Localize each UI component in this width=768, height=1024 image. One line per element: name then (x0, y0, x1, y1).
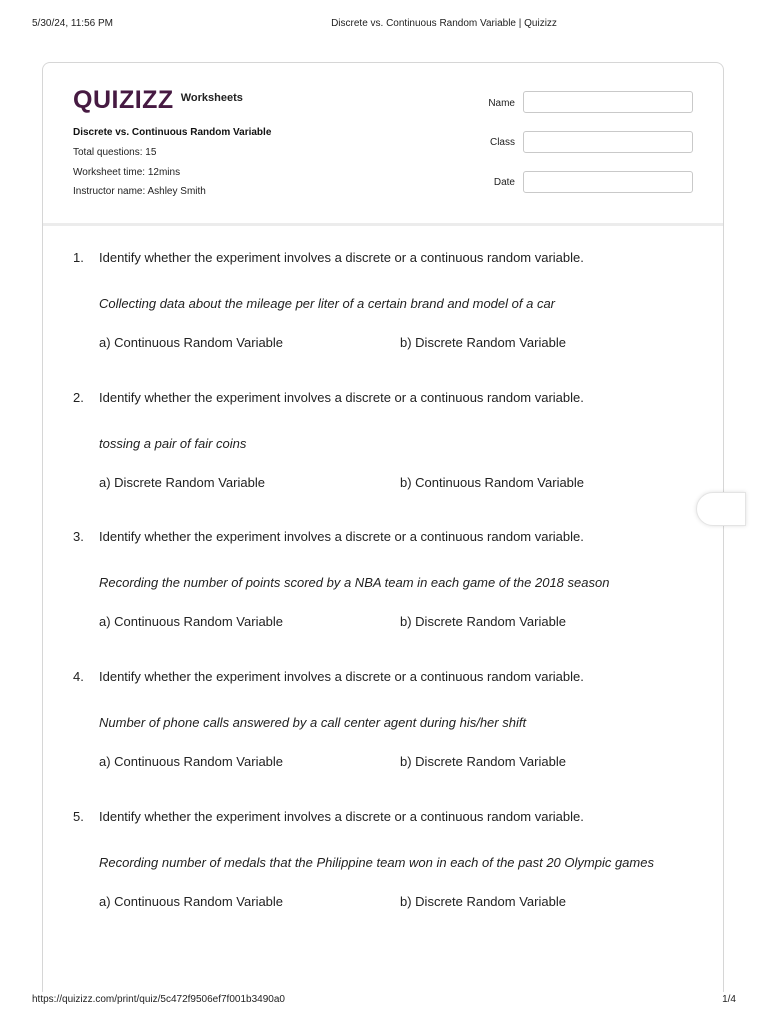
question-text: Identify whether the experiment involves a discrete or a continuous random variable. (99, 809, 584, 824)
print-page-number: 1/4 (722, 994, 736, 1005)
question-number: 1. (73, 250, 84, 265)
question-context: Collecting data about the mileage per liter of a certain brand and model of a car (99, 296, 555, 311)
option-a: a) Continuous Random Variable (99, 894, 284, 909)
option-a: a) Continuous Random Variable (99, 754, 284, 769)
question-context: Recording the number of points scored by a NBA team in each game of the 2018 season (99, 575, 610, 590)
question-context: tossing a pair of fair coins (99, 436, 247, 451)
quizizz-logo-row (73, 85, 243, 115)
option-b: b) Discrete Random Variable (400, 754, 566, 769)
name-label: Name (488, 98, 515, 109)
question-number: 5. (73, 809, 84, 824)
print-url: https://quizizz.com/print/quiz/5c472f9506ef7f001b3490a0 (32, 994, 285, 1005)
name-field[interactable] (523, 91, 693, 113)
floating-side-tab[interactable] (696, 492, 746, 526)
question-context: Recording number of medals that the Philippine team won in each of the past 20 Olympic games (99, 855, 654, 870)
instructor-name: Instructor name: Ashley Smith (73, 186, 206, 197)
question-text: Identify whether the experiment involves a discrete or a continuous random variable. (99, 390, 584, 405)
class-label: Class (489, 137, 515, 148)
date-label: Date (493, 177, 515, 188)
print-page-title: Discrete vs. Continuous Random Variable | Quizizz (331, 18, 557, 29)
quizizz-logo[interactable]: QUIZIZZ (73, 85, 174, 114)
class-field[interactable] (523, 131, 693, 153)
option-b: b) Discrete Random Variable (400, 894, 566, 909)
option-b: b) Continuous Random Variable (400, 475, 585, 490)
question-text: Identify whether the experiment involves a discrete or a continuous random variable. (99, 529, 584, 544)
question-text: Identify whether the experiment involves a discrete or a continuous random variable. (99, 250, 584, 265)
question-text: Identify whether the experiment involves a discrete or a continuous random variable. (99, 669, 584, 684)
print-datetime: 5/30/24, 11:56 PM (32, 18, 113, 29)
question-number: 4. (73, 669, 84, 684)
option-b: b) Discrete Random Variable (400, 335, 566, 350)
option-a: a) Discrete Random Variable (99, 475, 265, 490)
worksheet-sheet (42, 62, 724, 992)
worksheet-header (43, 63, 723, 226)
option-a: a) Continuous Random Variable (99, 335, 284, 350)
option-b: b) Discrete Random Variable (400, 614, 566, 629)
print-header (0, 14, 768, 34)
question-context: Number of phone calls answered by a call center agent during his/her shift (99, 715, 527, 730)
question-number: 2. (73, 390, 84, 405)
total-questions: Total questions: 15 (73, 147, 157, 158)
worksheets-label: Worksheets (180, 92, 243, 104)
worksheet-time: Worksheet time: 12mins (73, 167, 181, 178)
option-a: a) Continuous Random Variable (99, 614, 284, 629)
print-footer (0, 992, 768, 1008)
question-number: 3. (73, 529, 84, 544)
date-field[interactable] (523, 171, 693, 193)
worksheet-title: Discrete vs. Continuous Random Variable (73, 127, 272, 138)
